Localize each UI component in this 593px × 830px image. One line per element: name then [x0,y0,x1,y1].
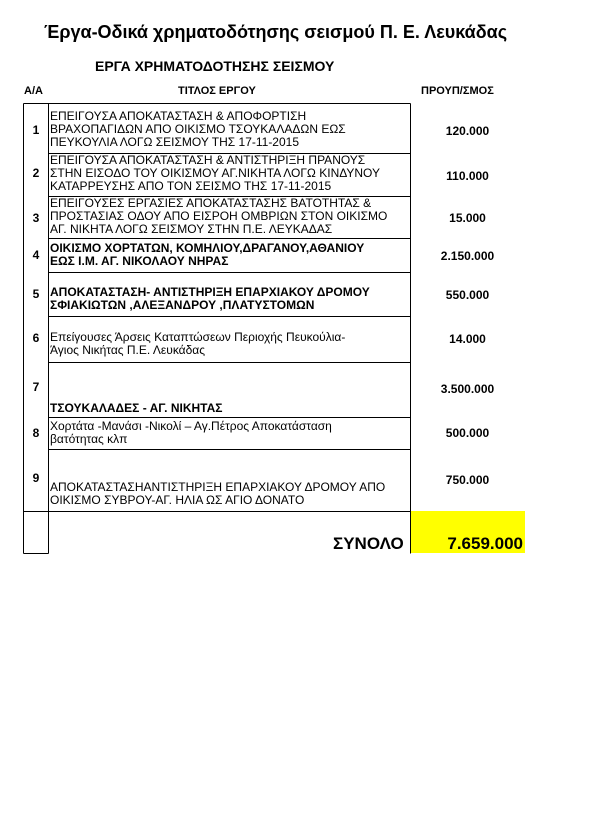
row-title: ΤΣΟΥΚΑΛΑΔΕΣ - ΑΓ. ΝΙΚΗΤΑΣ [50,402,223,415]
total-label: ΣΥΝΟΛΟ [333,534,404,553]
header-index: Α/Α [24,85,43,97]
row-amount: 500.000 [445,426,490,440]
row-title: Χορτάτα -Μανάσι -Νικολί – Αγ.Πέτρος Αποκατάσταση βατότητας κλπ [50,420,332,446]
header-title: ΤΙΤΛΟΣ ΕΡΓΟΥ [178,85,256,97]
document-title: Έργα-Οδικά χρηματοδότησης σεισμού Π. Ε. Λευκάδας [44,22,508,42]
row-amount: 750.000 [445,473,490,487]
row-amount: 2.150.000 [440,249,495,263]
row-index: 9 [32,471,40,485]
total-value: 7.659.000 [447,534,523,553]
row-title: ΕΠΕΙΓΟΥΣΑ ΑΠΟΚΑΤΑΣΤΑΣΗ & ΑΝΤΙΣΤΗΡΙΞΗ ΠΡΑΝΟΥΣ ΣΤΗΝ ΕΙΣΟΔΟ ΤΟΥ ΟΙΚΙΣΜΟΥ ΑΓ.ΝΙΚΗΤΑ ΛΟΓΩ ΚΙΝΔΥΝΟΥ ΚΑΤΑΡΡΕΥΣΗΣ ΑΠΟ ΤΟΝ ΣΕΙΣΜΟ ΤΗΣ 17-11-2015 [50,154,380,193]
row-amount: 14.000 [449,332,486,346]
row-title: ΕΠΕΙΓΟΥΣΑ ΑΠΟΚΑΤΑΣΤΑΣΗ & ΑΠΟΦΟΡΤΙΣΗ ΒΡΑΧΟΠΑΓΙΔΩΝ ΑΠΟ ΟΙΚΙΣΜΟ ΤΣΟΥΚΑΛΑΔΩΝ ΕΩΣ ΠΕΥΚΟΥΛΙΑ ΛΟΓΩ ΣΕΙΣΜΟΥ ΤΗΣ 17-11-2015 [50,110,346,149]
row-index: 7 [32,380,40,394]
header-budget: ΠΡΟΥΠ/ΣΜΟΣ [421,85,494,97]
row-amount: 3.500.000 [440,382,495,396]
row-index: 1 [32,123,40,137]
row-index: 5 [32,287,40,301]
row-title: ΑΠΟΚΑΤΑΣΤΑΣΗΑΝΤΙΣΤΗΡΙΞΗ ΕΠΑΡΧΙΑΚΟΥ ΔΡΟΜΟΥ ΑΠΟ ΟΙΚΙΣΜΟ ΣΥΒΡΟΥ-ΑΓ. ΗΛΙΑ ΩΣ ΑΓΙΟ ΔΟΝΑΤΟ [50,481,386,507]
row-index: 2 [32,166,40,180]
row-amount: 15.000 [449,211,486,225]
row-index: 4 [32,248,40,262]
row-title: ΑΠΟΚΑΤΑΣΤΑΣΗ- ΑΝΤΙΣΤΗΡΙΞΗ ΕΠΑΡΧΙΑΚΟΥ ΔΡΟΜΟΥ ΣΦΙΑΚΙΩΤΩΝ ,ΑΛΕΞΑΝΔΡΟΥ ,ΠΛΑΤΥΣΤΟΜΩΝ [50,286,370,312]
row-title: ΕΠΕΙΓΟΥΣΕΣ ΕΡΓΑΣΙΕΣ ΑΠΟΚΑΤΑΣΤΑΣΗΣ ΒΑΤΟΤΗΤΑΣ & ΠΡΟΣΤΑΣΙΑΣ ΟΔΟΥ ΑΠΟ ΕΙΣΡΟΗ ΟΜΒΡΙΩΝ ΣΤΟΝ ΟΙΚΙΣΜΟ ΑΓ. ΝΙΚΗΤΑ ΛΟΓΩ ΣΕΙΣΜΟΥ ΣΤΗΝ Π.Ε. ΛΕΥΚΑΔΑΣ [50,197,388,236]
row-title: ΟΙΚΙΣΜΟ ΧΟΡΤΑΤΩΝ, ΚΟΜΗΛΙΟΥ,ΔΡΑΓΑΝΟΥ,ΑΘΑΝΙΟΥ ΕΩΣ Ι.Μ. ΑΓ. ΝΙΚΟΛΑΟΥ ΝΗΡΑΣ [50,242,365,268]
row-title: Επείγουσες Άρσεις Καταπτώσεων Περιοχής Πευκούλια- Άγιος Νικήτας Π.Ε. Λευκάδας [50,331,346,357]
row-index: 3 [32,211,40,225]
row-index: 8 [32,426,40,440]
row-amount: 120.000 [445,124,490,138]
document-subtitle: ΕΡΓΑ ΧΡΗΜΑΤΟΔΟΤΗΣΗΣ ΣΕΙΣΜΟΥ [95,58,335,74]
row-amount: 550.000 [445,288,490,302]
row-amount: 110.000 [446,169,489,183]
row-index: 6 [32,331,40,345]
